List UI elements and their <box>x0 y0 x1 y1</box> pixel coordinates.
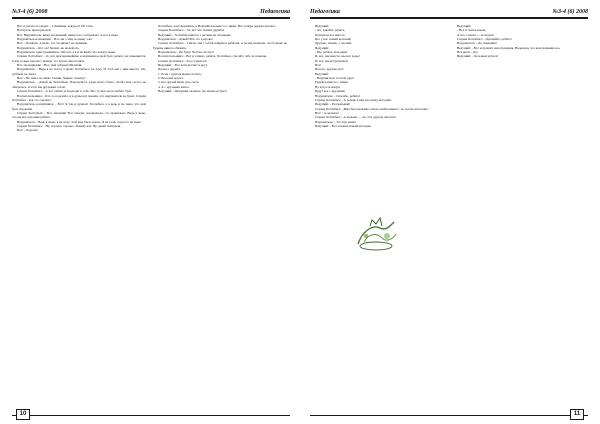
text-paragraph: Весело, дружно все! <box>315 67 344 72</box>
text-paragraph: - Вот и сказке конец, <box>457 28 487 33</box>
text-paragraph: Справа Хотпабыч: - А дальше — он стал другом для всех. <box>315 115 397 120</box>
text-paragraph: 4. А с друзьями много. <box>158 84 190 89</box>
text-paragraph: Нарушитель: - Спасибо, ребята! <box>315 93 361 98</box>
sketch-illustration <box>354 214 400 254</box>
text-paragraph: - Вы, ребята, молодцы! <box>315 50 348 55</box>
text-paragraph: И, вот, мы встретились! <box>315 58 349 63</box>
text-paragraph: Справа Хотпабыч: - О, всё драгоценнейшее и неизменное мой брат, ничего не поменяется, и как только прошло, правда, это всё не мне понять. <box>12 54 146 63</box>
text-paragraph: Вот. Нарушитель, вижу, маленький, ничего не соображает. А вот я знаю. <box>17 32 119 37</box>
text-paragraph: Справа Хотпабыч: - А теперь я вам расскажу историю. <box>315 97 392 102</box>
text-paragraph: Ведущий: <box>457 24 471 28</box>
text-paragraph: 2. Веселей дорога, <box>158 76 184 81</box>
text-paragraph: Ведущий: - Вот и прошёл наш праздник. Надеемся, что вам понравилось. <box>457 45 561 50</box>
issue-number: №3-4 (6) 2008 <box>12 9 48 15</box>
text-paragraph: Нарушитель: - Ведь я не хотел. Справа Хотпабыч! не хочу. И чтоб мы с ним вместе. Он, добрый, не знает. <box>12 67 146 76</box>
left-page-column-2 <box>153 24 287 402</box>
section-title: Педагогика <box>310 9 340 15</box>
text-paragraph: Ведущий: <box>315 45 329 50</box>
text-paragraph: Вот! <box>315 63 322 68</box>
text-paragraph: Вот: - Понятно, я знаю, что ты ничего не значишь. <box>17 41 88 46</box>
text-paragraph: Ведущий: - Праздник окончен. До новых встреч! <box>158 89 227 94</box>
text-paragraph: И, вот, мы вместе, мы все рады! <box>315 54 360 59</box>
text-paragraph: Кто у нас самый весёлый, <box>315 37 352 42</box>
text-paragraph: Нарушитель: - Давай! Вот это здорово! <box>158 37 213 42</box>
text-paragraph: Дружно, звонко, с песней. <box>315 41 352 46</box>
text-paragraph: Справа Хотпабыч: - А вот сейчас и подходят к тебе. Вот ту мою не полюбит, брат. <box>17 89 132 94</box>
text-paragraph: Нарушитель: - Ведь я знаю, я не хочу, чтоб мне было плохо. Я не злой, я просто не знаю. <box>17 119 142 124</box>
issue-number: №3-4 (6) 2008 <box>552 9 588 15</box>
text-paragraph: Справа Хотпабыч: - Прощайте, ребята! <box>457 37 512 42</box>
text-paragraph: Вот: - Не знаю, не знаю. Скажи, бывает, почему? <box>17 76 86 81</box>
right-page-column-1 <box>310 24 444 402</box>
text-paragraph: Нарушитель-помощник: - Вот, ни о чём, но вижу зло! <box>17 37 93 42</box>
text-paragraph: Ведущий: - Хотпабыч вместе с детьми на площадке. <box>158 32 232 37</box>
text-paragraph: Вот я узнала ее секрет. - Слышишь, какую я? Об этом. <box>17 24 94 28</box>
section-title: Педагогика <box>260 9 290 15</box>
text-paragraph: Будут все с друзьями. <box>315 89 346 94</box>
header-rule <box>310 17 588 19</box>
text-paragraph: Все дети: - Да! <box>457 50 478 55</box>
page-number: 10 <box>16 409 30 420</box>
text-paragraph: Нарушитель: - До свидания! <box>457 41 497 46</box>
text-paragraph: Справа Хотпабыч: - Жил-был мальчик. Он не любил никого, но потом всё понял. <box>315 106 429 111</box>
text-paragraph: Справа Хотпабыч: - Ну, хорошо, хорошо. Я вижу всё. Ну, давай поиграем. <box>17 123 121 128</box>
text-paragraph: Ведущий: - До новых встреч! <box>457 54 499 59</box>
text-paragraph: Ведущий: - Рассказывай! <box>315 102 351 107</box>
footer-rule <box>310 415 588 416</box>
text-paragraph: 1. Если с другом вышел в путь, <box>158 71 202 76</box>
text-paragraph: Нагнулся, прислушался: <box>17 28 52 33</box>
text-paragraph: Нарушитель, нагнувшись: - Вот! Я так и думала! Хотпабыч, а я ведь и не знаю, что мой брат хороший. <box>12 102 146 111</box>
text-paragraph: Ведущий: - Вот и конец нашей истории. <box>315 123 372 128</box>
text-paragraph: Ну и пусть вокруг <box>315 84 341 89</box>
text-paragraph: Нарушитель: - Не буду! Честно-честно! <box>158 50 214 55</box>
text-paragraph: Вот: - Хорошо! <box>17 128 39 133</box>
footer-rule <box>12 415 290 416</box>
text-paragraph: - Ах, давайте, ребята, <box>315 28 346 33</box>
text-paragraph: Вот, мальчиками: - Вот, мой добрый Шалабай. <box>17 63 83 68</box>
text-paragraph: Нарушитель: - Давай не Хотпабыч! Пожалуйста, ради моего блага, чтобы моя сестра не обиделась, и чтоб мы друзьями стали. <box>12 80 146 89</box>
text-paragraph: Справа Хотпабыч: - Вот, мальчик! Вот смотри, хорошенько, это правильно. Ведь я знаю, что вы все хорошие ребята. <box>12 110 146 120</box>
text-paragraph: Песня о дружбе. <box>158 67 182 72</box>
left-page-column-1 <box>12 24 146 402</box>
text-paragraph: Справа Хотпабыч: - Сейчас мы с тобой пойдём к ребятам, и ты им скажешь, что больше не будешь никого обижать. <box>153 41 287 50</box>
text-paragraph: Нарушитель, прислушавшись: Ой, всё, а я и не вижу, что вокруг меня. <box>17 50 116 55</box>
right-page <box>300 0 600 424</box>
text-paragraph: Вот: - А дальше? <box>315 110 339 115</box>
text-paragraph: Хотпабыч, разговорились, а Нарушитель вместе с ними. Все теперь дружно играют. <box>158 24 276 28</box>
header-rule <box>12 17 290 19</box>
text-paragraph: Воспитательница: - Вот и славно, ребята. Хотпабыч, спасибо тебе за помощь. <box>158 54 267 59</box>
page-number: 11 <box>570 409 584 420</box>
text-paragraph: Радуйся вместе с нами! <box>315 80 348 85</box>
text-paragraph: Воспитательница: - Кто-то подошёл, и в душе всё поняли, что нарушителя не будет. Справа Хотпабыч - как это сделать? <box>12 93 146 102</box>
text-paragraph: - Нарушитель, ты наш друг! <box>315 76 355 81</box>
text-paragraph: Нарушитель: - Кто он? Значит, не жалей его. <box>17 45 80 50</box>
text-paragraph: Поиграем все вместе, <box>315 32 346 37</box>
text-paragraph: Справа Хотпабыч: - Рад стараться! <box>158 58 207 63</box>
text-paragraph: А кто слушал — молодец! <box>457 32 494 37</box>
text-paragraph: Ведущий: - Все дети встают в круг. <box>158 63 208 68</box>
text-paragraph: Справа Хотпабыч: - Эх, вот что значит дружба! <box>158 28 225 33</box>
text-paragraph: Ведущий: <box>315 24 329 28</box>
text-paragraph: Нарушитель: - Это про меня! <box>315 119 356 124</box>
text-paragraph: Ведущий: <box>315 71 329 76</box>
right-page-column-2 <box>452 24 586 402</box>
text-paragraph: 3. Без друзей меня чуть-чуть, <box>158 80 200 85</box>
